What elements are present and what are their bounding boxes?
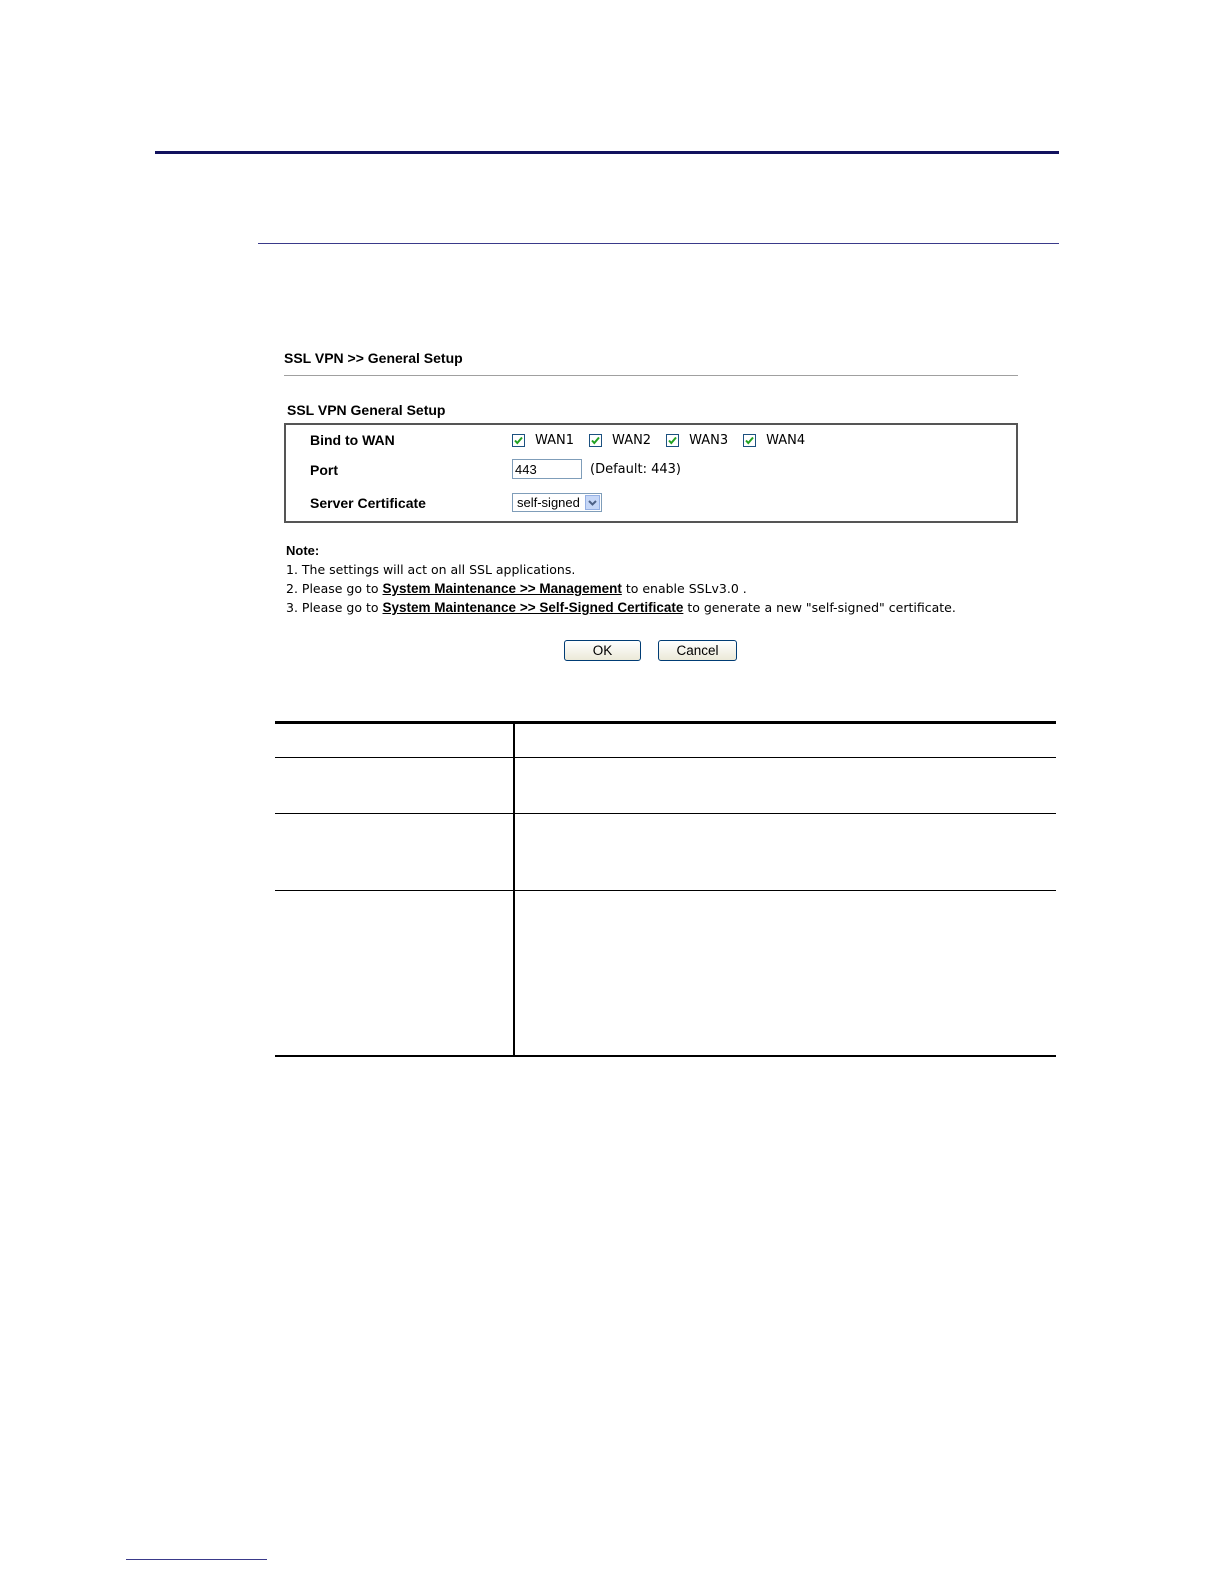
note-line-1: 1. The settings will act on all SSL applications.: [286, 562, 576, 577]
wan3-label: WAN3: [689, 433, 729, 448]
page-title: SSL VPN >> General Setup: [284, 350, 463, 366]
wan2-label: WAN2: [612, 433, 652, 448]
table-row-divider: [275, 813, 1056, 814]
document-top-rule: [155, 151, 1059, 154]
port-label: Port: [310, 462, 338, 478]
server-certificate-row: [512, 493, 602, 512]
section-title: SSL VPN General Setup: [287, 402, 446, 418]
document-section-rule: [258, 243, 1059, 244]
port-default-hint: (Default: 443): [590, 461, 681, 477]
table-row-divider: [275, 890, 1056, 891]
wan1-option[interactable]: [512, 433, 574, 448]
system-maintenance-management-link[interactable]: System Maintenance >> Management: [382, 581, 622, 596]
table-bottom-border: [275, 1055, 1056, 1057]
footnote-rule: [126, 1559, 267, 1560]
note-title: Note:: [286, 543, 320, 558]
table-top-border: [275, 721, 1056, 724]
wan2-option[interactable]: [589, 433, 651, 448]
wan4-label: WAN4: [766, 433, 806, 448]
note-line-2-prefix: 2. Please go to: [286, 581, 383, 596]
wan3-checkbox[interactable]: [666, 434, 679, 447]
port-row: [512, 459, 681, 479]
note-line-3: [286, 598, 956, 617]
wan3-option[interactable]: [666, 433, 728, 448]
cancel-button[interactable]: Cancel: [658, 640, 737, 661]
wan1-checkbox[interactable]: [512, 434, 525, 447]
wan1-label: WAN1: [535, 433, 575, 448]
note-line-3-suffix: to generate a new "self-signed" certificate.: [683, 600, 956, 615]
server-certificate-select[interactable]: [512, 493, 602, 512]
wan4-option[interactable]: [743, 433, 805, 448]
table-row-divider: [275, 757, 1056, 758]
server-certificate-label: Server Certificate: [310, 495, 426, 511]
port-input[interactable]: [512, 459, 582, 479]
bind-to-wan-label: Bind to WAN: [310, 432, 395, 448]
table-column-divider: [513, 721, 515, 1057]
general-setup-panel: [284, 423, 1018, 523]
note-line-2-suffix: to enable SSLv3.0 .: [621, 581, 747, 596]
bind-to-wan-options: [512, 433, 820, 448]
server-certificate-selected: self-signed: [517, 495, 580, 510]
wan2-checkbox[interactable]: [589, 434, 602, 447]
notes-block: [286, 541, 956, 617]
note-line-3-prefix: 3. Please go to: [286, 600, 383, 615]
note-line-2: [286, 579, 956, 598]
chevron-down-icon[interactable]: [585, 495, 600, 510]
ok-button[interactable]: OK: [564, 640, 641, 661]
self-signed-certificate-link[interactable]: System Maintenance >> Self-Signed Certificate: [382, 600, 684, 615]
wan4-checkbox[interactable]: [743, 434, 756, 447]
title-divider: [284, 375, 1018, 376]
